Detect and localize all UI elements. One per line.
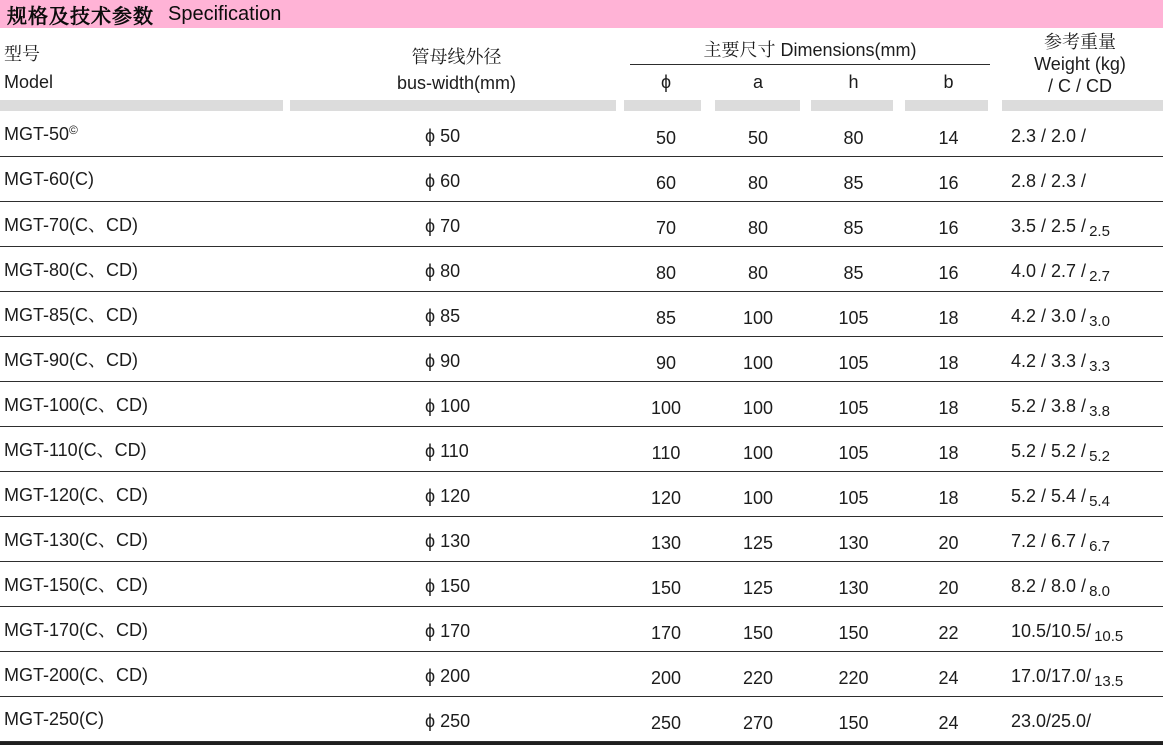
weight-cell: 5.2 / 5.4 / 5.4: [1011, 485, 1110, 510]
dimensions-underline: [630, 64, 990, 65]
dim-h-cell: 150: [838, 712, 869, 733]
weight-cell: 17.0/17.0/ 13.5: [1011, 665, 1124, 690]
table-row: [0, 472, 1163, 517]
model-cell: MGT-90(C、CD): [4, 350, 138, 370]
weight-cell: 2.3 / 2.0 /: [1011, 125, 1087, 146]
column-header-model-en: Model: [4, 72, 54, 92]
title-bar: [0, 0, 1163, 28]
dim-h-cell: 130: [838, 577, 869, 598]
dim-phi-cell: 130: [650, 532, 682, 553]
dim-b-cell: 16: [938, 262, 959, 283]
dim-b-cell: 18: [938, 352, 959, 373]
dim-a-cell: 80: [747, 172, 769, 193]
dim-a-cell: 100: [742, 397, 774, 418]
model-cell: MGT-170(C、CD): [4, 620, 149, 640]
model-cell: MGT-200(C、CD): [4, 665, 149, 685]
bus-width-cell: ϕ 80: [425, 260, 461, 281]
bus-width-cell: ϕ 170: [425, 620, 471, 641]
dim-a-cell: 100: [742, 307, 774, 328]
dim-h-cell: 220: [838, 667, 869, 688]
bus-width-cell: ϕ 250: [425, 710, 471, 731]
dimensions-sub-headers: [623, 71, 997, 93]
weight-cell: 10.5/10.5/ 10.5: [1011, 620, 1124, 645]
dim-a-cell: 125: [742, 532, 774, 553]
bus-width-cell: ϕ 150: [425, 575, 471, 596]
model-superscript: ©: [69, 123, 78, 137]
dim-phi-cell: 250: [650, 712, 682, 733]
separator-segment-model: [0, 100, 290, 112]
dim-a-cell: 270: [742, 712, 774, 733]
weight-sub-value: 6.7: [1089, 537, 1110, 555]
dim-b-cell: 14: [938, 127, 959, 148]
weight-sub-value: 5.2: [1089, 447, 1110, 465]
dim-h-cell: 105: [838, 307, 869, 328]
column-header-model-cn: 型号: [4, 44, 40, 64]
weight-cell: 23.0/25.0/: [1011, 710, 1092, 731]
model-cell: MGT-130(C、CD): [4, 530, 149, 550]
dim-phi-cell: 90: [655, 352, 677, 373]
dim-b-cell: 22: [938, 622, 959, 643]
dim-b-cell: 18: [938, 487, 959, 508]
dim-b-cell: 20: [938, 532, 959, 553]
weight-cell: 4.2 / 3.3 / 3.3: [1011, 350, 1110, 375]
dim-phi-cell: 80: [655, 262, 677, 283]
column-header-weight: [997, 31, 1163, 97]
model-cell: MGT-100(C、CD): [4, 395, 149, 415]
table-row: [0, 607, 1163, 652]
dim-a-cell: 100: [742, 487, 774, 508]
column-header-weight-cn: 参考重量: [1044, 32, 1116, 52]
bus-width-cell: ϕ 130: [425, 530, 471, 551]
dim-h-cell: 105: [838, 352, 869, 373]
dim-phi-cell: 120: [650, 487, 682, 508]
weight-sub-value: 5.4: [1089, 492, 1110, 510]
model-cell: MGT-80(C、CD): [4, 260, 138, 280]
weight-sub-value: 8.0: [1089, 582, 1110, 600]
column-header-weight-en: Weight (kg): [1034, 54, 1126, 74]
dim-b-cell: 24: [938, 712, 959, 733]
column-header-bus-en: bus-width(mm): [396, 73, 516, 93]
table-row: [0, 562, 1163, 607]
model-cell: MGT-250(C): [4, 709, 105, 729]
dim-phi-cell: 170: [650, 622, 682, 643]
dim-h-cell: 130: [838, 532, 869, 553]
model-cell: MGT-110(C、CD): [4, 440, 147, 460]
table-header: [0, 28, 1163, 100]
weight-cell: 3.5 / 2.5 / 2.5: [1011, 215, 1110, 240]
dim-h-cell: 150: [838, 622, 869, 643]
table-row: [0, 382, 1163, 427]
weight-sub-value: 13.5: [1094, 672, 1124, 690]
dim-b-cell: 24: [938, 667, 959, 688]
dim-a-cell: 100: [742, 352, 774, 373]
dim-b-cell: 18: [938, 397, 959, 418]
bus-width-cell: ϕ 200: [425, 665, 471, 686]
dim-b-cell: 18: [938, 307, 959, 328]
table-row: [0, 337, 1163, 382]
bus-width-cell: ϕ 100: [425, 395, 471, 416]
weight-sub-value: 10.5: [1094, 627, 1124, 645]
separator-segment-weight: [997, 100, 1163, 112]
bus-width-cell: ϕ 70: [425, 215, 461, 236]
bus-width-cell: ϕ 50: [425, 125, 461, 146]
table-body: [0, 112, 1163, 742]
dim-a-cell: 150: [742, 622, 774, 643]
dim-phi-cell: 150: [650, 577, 682, 598]
table-row: [0, 427, 1163, 472]
dim-h-cell: 80: [843, 127, 864, 148]
weight-sub-value: 3.3: [1089, 357, 1110, 375]
dim-a-cell: 50: [747, 127, 769, 148]
dim-phi-cell: 60: [655, 172, 677, 193]
weight-cell: 8.2 / 8.0 / 8.0: [1011, 575, 1110, 600]
column-header-weight-units: / C / CD: [1047, 76, 1112, 96]
table-row: [0, 202, 1163, 247]
dim-h-cell: 85: [843, 172, 864, 193]
bus-width-cell: ϕ 120: [425, 485, 471, 506]
dim-h-cell: 105: [838, 397, 869, 418]
bus-width-cell: ϕ 85: [425, 305, 461, 326]
dim-phi-cell: 50: [655, 127, 677, 148]
model-cell: MGT-150(C、CD): [4, 575, 149, 595]
separator-segment-bus: [290, 100, 623, 112]
weight-cell: 7.2 / 6.7 / 6.7: [1011, 530, 1110, 555]
dim-h-cell: 105: [838, 487, 869, 508]
page-title-cn: 规格及技术参数: [7, 5, 154, 28]
weight-sub-value: 3.8: [1089, 402, 1110, 420]
dim-b-cell: 16: [938, 172, 959, 193]
dim-a-cell: 100: [742, 442, 774, 463]
model-cell: MGT-50©: [4, 123, 78, 144]
column-header-bus-cn: 管母线外径: [411, 47, 502, 67]
dim-h-cell: 105: [838, 442, 869, 463]
bus-width-cell: ϕ 60: [425, 170, 461, 191]
dim-b-cell: 16: [938, 217, 959, 238]
separator-segment-b: [900, 100, 997, 112]
bus-width-cell: ϕ 110: [425, 440, 469, 461]
column-header-model: [4, 40, 53, 96]
table-row: [0, 292, 1163, 337]
column-header-dimensions-title: 主要尺寸 Dimensions(mm): [703, 40, 917, 60]
weight-sub-value: 2.5: [1089, 222, 1110, 240]
column-header-h: h: [848, 72, 859, 92]
header-separator-strip: [0, 100, 1163, 112]
dim-phi-cell: 110: [651, 442, 681, 463]
dim-phi-cell: 85: [655, 307, 677, 328]
weight-cell: 5.2 / 3.8 / 3.8: [1011, 395, 1110, 420]
dim-a-cell: 80: [747, 217, 769, 238]
weight-sub-value: 2.7: [1089, 267, 1110, 285]
weight-cell: 4.2 / 3.0 / 3.0: [1011, 305, 1110, 330]
column-header-a: a: [752, 72, 763, 92]
separator-segment-phi: [623, 100, 709, 112]
dim-h-cell: 85: [843, 217, 864, 238]
dim-b-cell: 18: [938, 442, 959, 463]
separator-segment-h: [807, 100, 900, 112]
table-row: [0, 517, 1163, 562]
dim-phi-cell: 200: [650, 667, 682, 688]
weight-cell: 4.0 / 2.7 / 2.7: [1011, 260, 1110, 285]
model-cell: MGT-70(C、CD): [4, 215, 138, 235]
table-row: [0, 697, 1163, 742]
table-row: [0, 157, 1163, 202]
dim-a-cell: 80: [747, 262, 769, 283]
table-row: [0, 652, 1163, 697]
dim-phi-cell: 70: [655, 217, 677, 238]
bottom-rule: [0, 742, 1163, 745]
weight-cell: 5.2 / 5.2 / 5.2: [1011, 440, 1110, 465]
dim-phi-cell: 100: [650, 397, 682, 418]
separator-segment-a: [709, 100, 807, 112]
dim-b-cell: 20: [938, 577, 959, 598]
dim-a-cell: 220: [742, 667, 774, 688]
page-title-en: Specification: [168, 2, 282, 25]
model-cell: MGT-85(C、CD): [4, 305, 138, 325]
column-header-b: b: [943, 72, 954, 92]
column-header-bus-width: [290, 44, 623, 96]
column-header-dimensions-group: [623, 38, 997, 93]
column-header-phi: ϕ: [660, 72, 672, 92]
table-row: [0, 247, 1163, 292]
table-row: [0, 112, 1163, 157]
model-cell: MGT-120(C、CD): [4, 485, 149, 505]
model-cell: MGT-60(C): [4, 169, 94, 189]
weight-sub-value: 3.0: [1089, 312, 1110, 330]
weight-cell: 2.8 / 2.3 /: [1011, 170, 1087, 191]
dim-h-cell: 85: [843, 262, 864, 283]
dim-a-cell: 125: [742, 577, 774, 598]
bus-width-cell: ϕ 90: [425, 350, 461, 371]
